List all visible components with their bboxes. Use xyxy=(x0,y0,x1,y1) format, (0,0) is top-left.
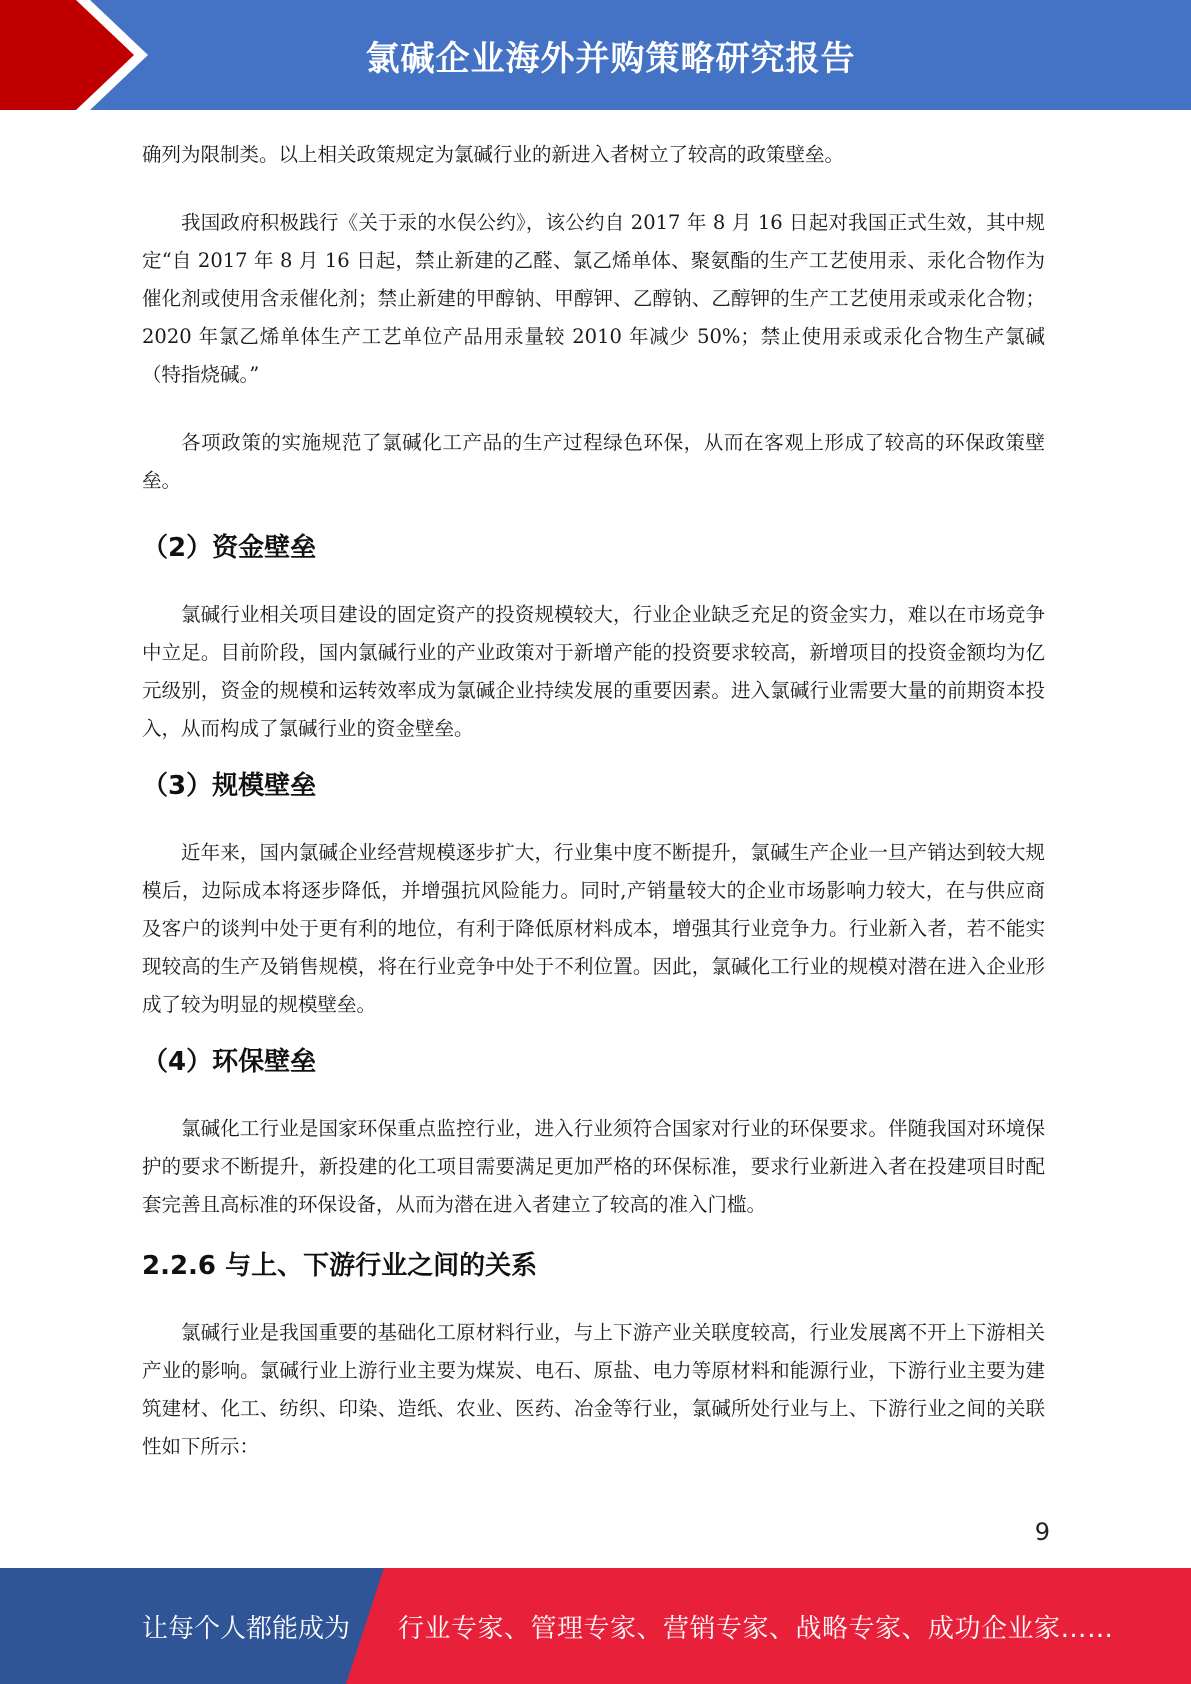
spacer xyxy=(142,806,1045,834)
paragraph-capital: 氯碱行业相关项目建设的固定资产的投资规模较大，行业企业缺乏充足的资金实力，难以在市场竞争中立足。目前阶段，国内氯碱行业的产业政策对于新增产能的投资要求较高，新增项目的投资金额均为亿元级别，资金的规模和运转效率成为氯碱企业持续发展的重要因素。进入氯碱行业需要大量的前期资本投入，从而构成了氯碱行业的资金壁垒。 xyxy=(142,603,1045,740)
spacer xyxy=(142,568,1045,596)
page-header xyxy=(0,0,1191,110)
heading-environment-barrier: （4）环保壁垒 xyxy=(142,1047,317,1077)
report-title: 氯碱企业海外并购策略研究报告 xyxy=(365,38,856,79)
paragraph-scale: 近年来，国内氯碱企业经营规模逐步扩大，行业集中度不断提升，氯碱生产企业一旦产销达到较大规模后，边际成本将逐步降低，并增强抗风险能力。同时,产销量较大的企业市场影响力较大，在与供应商及客户的谈判中处于更有利的地位，有利于降低原材料成本，增强其行业竞争力。行业新入者，若不能实现较高的生产及销售规模，将在行业竞争中处于不利位置。因此，氯碱化工行业的规模对潜在进入企业形成了较为明显的规模壁垒。 xyxy=(142,841,1045,1016)
paragraph-environment: 氯碱化工行业是国家环保重点监控行业，进入行业须符合国家对行业的环保要求。伴随我国对环境保护的要求不断提升，新投建的化工项目需要满足更加严格的环保标准，要求行业新进入者在投建项目时配套完善且高标准的环保设备，从而为潜在进入者建立了较高的准入门槛。 xyxy=(142,1117,1045,1216)
page-footer xyxy=(0,1568,1191,1684)
paragraph-upstream-downstream: 氯碱行业是我国重要的基础化工原材料行业，与上下游产业关联度较高，行业发展离不开上下游相关产业的影响。氯碱行业上游行业主要为煤炭、电石、原盐、电力等原材料和能源行业，下游行业主要为建筑建材、化工、纺织、印染、造纸、农业、医药、冶金等行业，氯碱所处行业与上、下游行业之间的关联性如下所示： xyxy=(142,1321,1045,1458)
document-body xyxy=(142,136,1045,1466)
paragraph-policy-summary: 各项政策的实施规范了氯碱化工产品的生产过程绿色环保，从而在客观上形成了较高的环保政策壁垒。 xyxy=(142,431,1045,492)
footer-slogan-right: 行业专家、管理专家、营销专家、战略专家、成功企业家…… xyxy=(398,1613,1114,1644)
spacer xyxy=(142,1286,1045,1314)
page-number: 9 xyxy=(1034,1518,1050,1546)
spacer xyxy=(142,1224,1045,1246)
heading-scale-barrier: （3）规模壁垒 xyxy=(142,771,317,801)
heading-capital-barrier: （2）资金壁垒 xyxy=(142,533,317,563)
footer-slogan-left: 让每个人都能成为 xyxy=(142,1613,351,1644)
spacer xyxy=(142,174,1045,204)
spacer xyxy=(142,394,1045,424)
spacer xyxy=(142,1082,1045,1110)
paragraph-minamata: 我国政府积极践行《关于汞的水俣公约》，该公约自 2017 年 8 月 16 日起对我国正式生效，其中规定“自 2017 年 8 月 16 日起，禁止新建的乙醛、氯乙烯单体、聚氨酯的生产工艺使用汞、汞化合物作为催化剂或使用含汞催化剂；禁止新建的甲醇钠、甲醇钾、乙醇钠、乙醇钾的生产工艺使用汞或汞化合物；2020 年氯乙烯单体生产工艺单位产品用汞量较 2010 年减少 50%；禁止使用汞或汞化合物生产氯碱（特指烧碱。” xyxy=(142,211,1045,386)
heading-section-2-2-6: 2.2.6 与上、下游行业之间的关系 xyxy=(142,1251,538,1281)
spacer xyxy=(142,748,1045,766)
paragraph-policy-end: 确列为限制类。以上相关政策规定为氯碱行业的新进入者树立了较高的政策壁垒。 xyxy=(142,143,845,166)
spacer xyxy=(142,500,1045,528)
spacer xyxy=(142,1024,1045,1042)
